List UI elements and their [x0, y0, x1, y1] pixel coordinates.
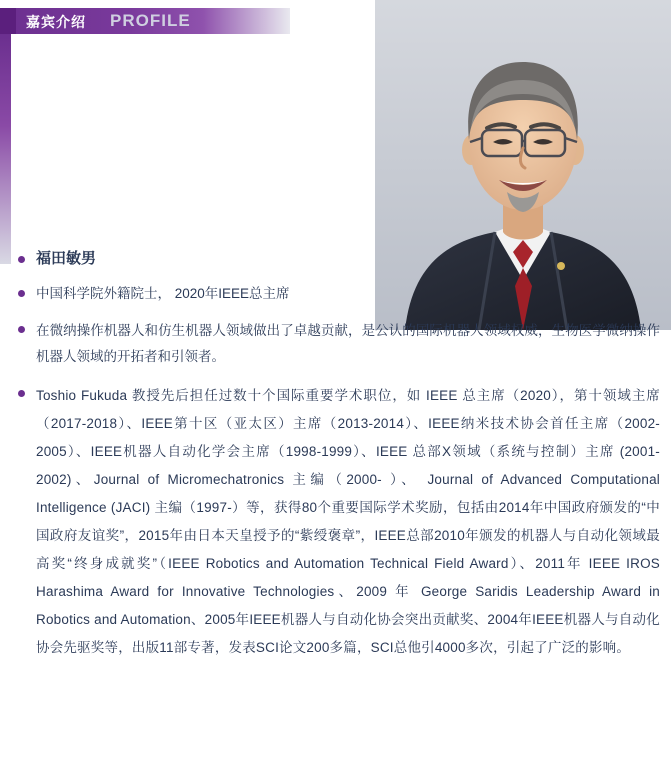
profile-name: 福田敏男: [36, 250, 97, 267]
profile-name-row: [12, 248, 660, 270]
bullet-dot-icon: [18, 326, 25, 333]
header-accent-block: [0, 8, 16, 34]
bullet-dot-icon: [18, 390, 25, 397]
profile-summary-row: [12, 318, 660, 370]
profile-biography: Toshio Fukuda 教授先后担任过数十个国际重要学术职位，如 IEEE 总主席（2020），第十领域主席（2017-2018）、IEEE第十区（亚太区）主席（2013-2014）、IEEE纳米技术协会首任主席（2002-2005）、IEEE机器人自动化学会主席（1998-1999）、IEEE 总部X领域（系统与控制）主席 (2001-2002)、Journal of Micromechatronics 主编（2000- ）、 Journal of Advanced Computational Intelligence (JACI) 主编（1997-）等，获得80个重要国际学术奖励，包括由2014年中国政府颁发的“中国政府友谊奖”，2015年由日本天皇授予的“紫绶褒章”，IEEE总部2010年颁发的机器人与自动化领域最高奖“终身成就奖”（IEEE Robotics and Automation Technical Field Award）、2011年 IEEE IROS Harashima Award for Innovative Technologies、2009 年 George Saridis Leadership Award in Robotics and Automation、2005年IEEE机器人与自动化协会突出贡献奖、2004年IEEE机器人与自动化协会先驱奖等，出版11部专著，发表SCI论文200多篇，SCI总他引4000多次，引起了广泛的影响。: [36, 388, 660, 655]
profile-summary: 在微纳操作机器人和仿生机器人领域做出了卓越贡献，是公认的国际机器人领域权威，生物医学微纳操作机器人领域的开拓者和引领者。: [36, 323, 660, 364]
profile-titles-row: [12, 282, 660, 306]
profile-titles: 中国科学院外籍院士， 2020年IEEE总主席: [36, 286, 290, 301]
left-decorative-strip: [0, 34, 11, 264]
profile-biography-row: [12, 382, 660, 662]
bullet-dot-icon: [18, 290, 25, 297]
header-title-en: PROFILE: [110, 11, 191, 30]
header-title-cn: 嘉宾介绍: [26, 14, 86, 30]
profile-content: [12, 248, 660, 674]
bullet-dot-icon: [18, 256, 25, 263]
